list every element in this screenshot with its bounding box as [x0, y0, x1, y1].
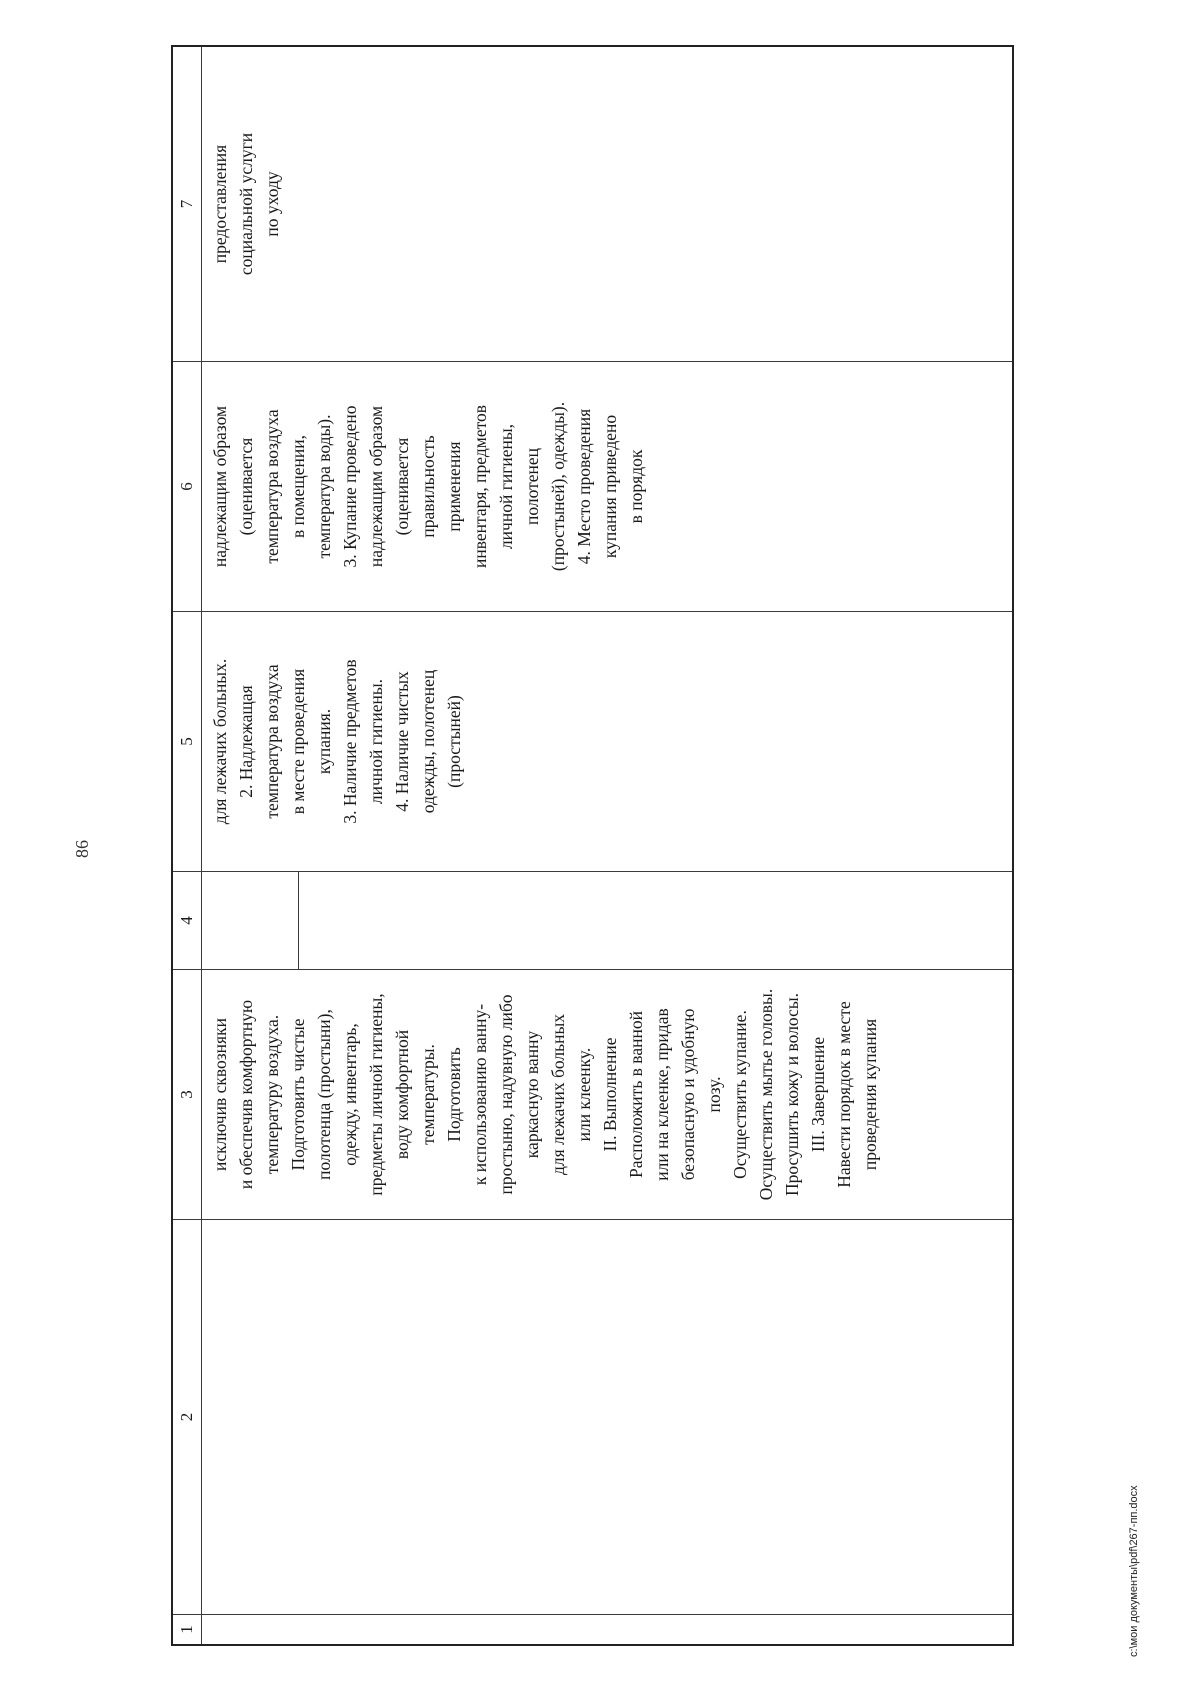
cell-col2-text [202, 1220, 207, 1614]
cell-col3-text: исключив сквозняки и обеспечив комфортную температуру воздуха. Подготовить чистые полотенца (простыни), одежду, инвентарь, предметы личной гигиены, воду комфортной температуры. Подготовить к использованию ванну- простыню, надувную либо каркасную ванну для лежачих больных или клеенку. II. Выполнение Расположить в ванной или на клеенке, придав безопасную и удобную позу. Осуществить купание. Осуществить мытье головы. Просушить кожу и волосы. III. Завершение Навести порядок в месте проведения купания [210, 988, 880, 1201]
cell-col5 [202, 612, 1013, 872]
content-row [202, 47, 1013, 1645]
cell-col6-text: надлежащим образом (оценивается температура воздуха в помещении, температура воды). 3. Купание проведено надлежащим образом (оценивается правильность применения инвентаря, предметов личной гигиены, полотенец (простыней), одежды). 4. Место проведения купания приведено в порядок [210, 401, 646, 572]
services-table [172, 46, 1013, 1645]
cell-col4-text [299, 872, 304, 969]
cell-col1 [202, 1615, 1013, 1645]
header-row [173, 47, 202, 1645]
header-cell-7: 7 [173, 47, 202, 362]
header-cell-5: 5 [173, 612, 202, 872]
footer-file-path: c:\мои документы\pdf\267-пп.docx [1128, 1485, 1140, 1657]
cell-col2 [202, 1220, 1013, 1615]
cell-col1-text [202, 1615, 207, 1644]
header-cell-2: 2 [173, 1220, 202, 1615]
cell-col5-text: для лежачих больных. 2. Надлежащая температура воздуха в месте проведения купания. 3. Наличие предметов личной гигиены. 4. Наличие чистых одежды, полотенец (простыней) [210, 658, 464, 825]
header-cell-6: 6 [173, 362, 202, 612]
cell-col7-text: предоставления социальной услуги по уходу [210, 132, 282, 276]
cell-col3 [202, 970, 1013, 1220]
cell-col4-divider [202, 872, 299, 969]
page-number: 86 [72, 840, 92, 858]
cell-col7 [202, 47, 1013, 362]
header-cell-3: 3 [173, 970, 202, 1220]
header-cell-1: 1 [173, 1615, 202, 1645]
cell-col6 [202, 362, 1013, 612]
header-cell-4: 4 [173, 872, 202, 970]
cell-col4 [202, 872, 1013, 970]
